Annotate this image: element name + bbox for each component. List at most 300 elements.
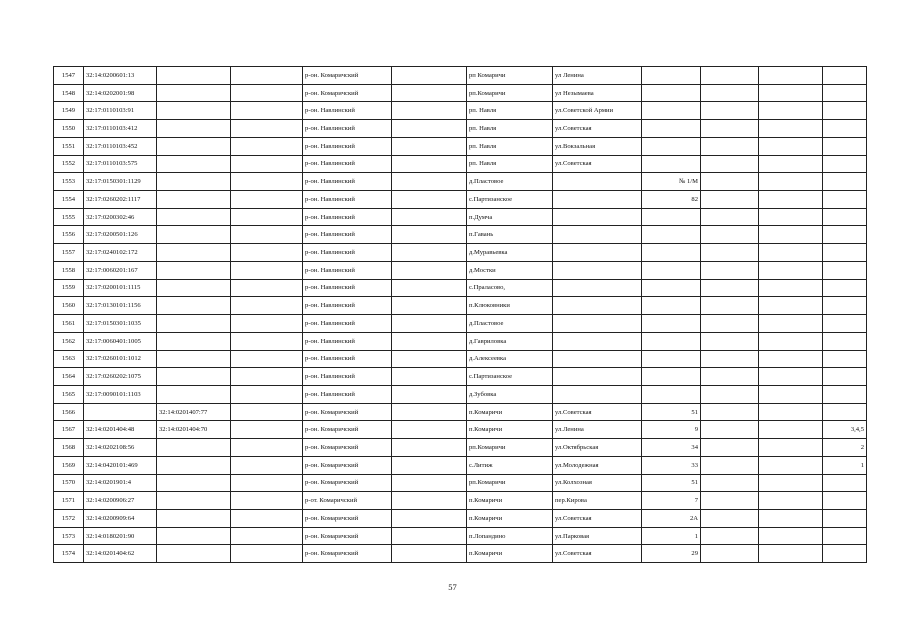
cell-col-11 (759, 297, 823, 315)
cell-col-6 (392, 244, 467, 262)
cell-number: 1564 (54, 368, 84, 386)
cell-locality: рп. Навля (467, 155, 553, 173)
cell-col-6 (392, 439, 467, 457)
cell-cadastral-number: 32:17:0200101:1115 (84, 279, 157, 297)
cell-locality: д.Мостки (467, 261, 553, 279)
cell-apartment (823, 368, 867, 386)
cell-col-6 (392, 492, 467, 510)
table-row (54, 368, 867, 386)
cell-apartment: 2 (823, 439, 867, 457)
cell-col-4 (231, 244, 303, 262)
cell-house (642, 315, 701, 333)
cell-cadastral-number-2: 32:14:0201404:70 (157, 421, 231, 439)
cell-col-6 (392, 191, 467, 209)
table-row (54, 120, 867, 138)
cell-district: р-он. Навлинский (303, 208, 392, 226)
cell-number: 1552 (54, 155, 84, 173)
table-row (54, 155, 867, 173)
cell-col-4 (231, 120, 303, 138)
cell-apartment (823, 315, 867, 333)
table-row (54, 509, 867, 527)
cell-district: р-он. Навлинский (303, 368, 392, 386)
cell-cadastral-number: 32:17:0110103:91 (84, 102, 157, 120)
cell-street: пер.Кирова (553, 492, 642, 510)
cell-cadastral-number: 32:17:0110103:412 (84, 120, 157, 138)
cell-col-6 (392, 297, 467, 315)
cell-house: 34 (642, 439, 701, 457)
cell-apartment (823, 84, 867, 102)
cell-locality: рп.Комаричи (467, 84, 553, 102)
table-row (54, 474, 867, 492)
cell-col-11 (759, 315, 823, 333)
cell-col-4 (231, 84, 303, 102)
cell-cadastral-number: 32:14:0180201:90 (84, 527, 157, 545)
cell-col-10 (701, 439, 759, 457)
cell-cadastral-number (84, 403, 157, 421)
cell-district: р-он. Навлинский (303, 102, 392, 120)
cell-house (642, 137, 701, 155)
table-row (54, 244, 867, 262)
cell-number: 1554 (54, 191, 84, 209)
cell-col-11 (759, 102, 823, 120)
cell-locality: рп. Навля (467, 102, 553, 120)
cell-col-6 (392, 456, 467, 474)
cell-col-6 (392, 545, 467, 563)
cell-apartment: 3,4,5 (823, 421, 867, 439)
cell-cadastral-number: 32:17:0110103:452 (84, 137, 157, 155)
cell-street (553, 279, 642, 297)
cell-number: 1566 (54, 403, 84, 421)
cell-cadastral-number: 32:14:0201404:48 (84, 421, 157, 439)
cell-district: р-он. Комаричский (303, 474, 392, 492)
cell-cadastral-number-2 (157, 350, 231, 368)
cell-street (553, 226, 642, 244)
cell-col-11 (759, 120, 823, 138)
cell-col-10 (701, 456, 759, 474)
table-row (54, 492, 867, 510)
cell-col-10 (701, 84, 759, 102)
cell-locality: п.Клюковники (467, 297, 553, 315)
cell-street: ул.Парковая (553, 527, 642, 545)
cell-locality: с.Литиж (467, 456, 553, 474)
cell-cadastral-number-2 (157, 155, 231, 173)
cell-col-10 (701, 385, 759, 403)
cell-col-11 (759, 279, 823, 297)
cell-number: 1553 (54, 173, 84, 191)
cell-col-11 (759, 84, 823, 102)
cell-cadastral-number: 32:17:0240102:172 (84, 244, 157, 262)
cell-col-10 (701, 474, 759, 492)
cell-locality: с.Праласово, (467, 279, 553, 297)
cell-district: р-он. Комаричский (303, 527, 392, 545)
cell-house (642, 332, 701, 350)
cell-number: 1572 (54, 509, 84, 527)
table-row (54, 421, 867, 439)
cell-cadastral-number: 32:17:0150301:1035 (84, 315, 157, 333)
cell-col-6 (392, 137, 467, 155)
cell-district: р-он. Навлинский (303, 385, 392, 403)
cell-number: 1560 (54, 297, 84, 315)
cell-col-10 (701, 120, 759, 138)
cell-district: р-от. Комаричский (303, 492, 392, 510)
cell-apartment (823, 403, 867, 421)
cell-col-4 (231, 191, 303, 209)
cell-number: 1548 (54, 84, 84, 102)
cell-col-6 (392, 261, 467, 279)
cell-col-4 (231, 403, 303, 421)
cell-col-4 (231, 474, 303, 492)
cell-district: р-он. Навлинский (303, 350, 392, 368)
cell-apartment (823, 226, 867, 244)
cell-number: 1558 (54, 261, 84, 279)
cell-house: 2А (642, 509, 701, 527)
cell-number: 1562 (54, 332, 84, 350)
cell-col-10 (701, 332, 759, 350)
cell-col-11 (759, 67, 823, 85)
cell-number: 1549 (54, 102, 84, 120)
cell-house (642, 350, 701, 368)
cell-cadastral-number: 32:14:0200906:27 (84, 492, 157, 510)
cell-col-4 (231, 368, 303, 386)
cell-street (553, 368, 642, 386)
cell-col-4 (231, 67, 303, 85)
cell-district: р-он. Комаричский (303, 403, 392, 421)
cell-cadastral-number: 32:17:0200501:126 (84, 226, 157, 244)
cell-col-4 (231, 261, 303, 279)
cell-district: р-он. Навлинский (303, 137, 392, 155)
cell-number: 1561 (54, 315, 84, 333)
cell-cadastral-number-2 (157, 509, 231, 527)
cell-col-10 (701, 261, 759, 279)
cell-house (642, 84, 701, 102)
cell-col-11 (759, 492, 823, 510)
cell-cadastral-number-2 (157, 244, 231, 262)
cell-apartment (823, 297, 867, 315)
cell-col-4 (231, 102, 303, 120)
cell-district: р-он. Комаричский (303, 67, 392, 85)
cell-cadastral-number-2 (157, 297, 231, 315)
cell-col-6 (392, 208, 467, 226)
cell-locality: д.Пластовое (467, 315, 553, 333)
table-row (54, 279, 867, 297)
cell-col-6 (392, 509, 467, 527)
cell-cadastral-number-2 (157, 315, 231, 333)
cell-district: р-он. Комаричский (303, 439, 392, 457)
cell-col-6 (392, 403, 467, 421)
cell-house (642, 102, 701, 120)
cell-house (642, 208, 701, 226)
cell-col-6 (392, 385, 467, 403)
cell-col-11 (759, 545, 823, 563)
cell-apartment (823, 492, 867, 510)
cell-col-4 (231, 137, 303, 155)
cell-col-10 (701, 244, 759, 262)
cell-number: 1567 (54, 421, 84, 439)
table-row (54, 527, 867, 545)
cell-number: 1556 (54, 226, 84, 244)
cell-house: 29 (642, 545, 701, 563)
cell-house (642, 226, 701, 244)
cell-col-10 (701, 545, 759, 563)
cell-house (642, 368, 701, 386)
cell-apartment (823, 350, 867, 368)
cell-street (553, 385, 642, 403)
cell-locality: рп Комаричи (467, 67, 553, 85)
cell-number: 1550 (54, 120, 84, 138)
cell-col-4 (231, 297, 303, 315)
cell-apartment (823, 208, 867, 226)
cell-apartment (823, 527, 867, 545)
cell-locality: с.Партизанское (467, 368, 553, 386)
cell-col-10 (701, 527, 759, 545)
cell-apartment (823, 545, 867, 563)
cell-col-6 (392, 527, 467, 545)
cell-house: 1 (642, 527, 701, 545)
cell-street: ул Ленина (553, 67, 642, 85)
cell-district: р-он. Навлинский (303, 279, 392, 297)
cell-street: ул.Октябрьская (553, 439, 642, 457)
cell-col-6 (392, 368, 467, 386)
cell-cadastral-number-2: 32:14:0201407:77 (157, 403, 231, 421)
cell-col-6 (392, 155, 467, 173)
cell-locality: п.Комаричи (467, 545, 553, 563)
cell-cadastral-number: 32:17:0260202:1117 (84, 191, 157, 209)
cell-district: р-он. Комаричский (303, 545, 392, 563)
cell-locality: п.Комаричи (467, 492, 553, 510)
cell-house (642, 155, 701, 173)
cell-number: 1571 (54, 492, 84, 510)
cell-locality: д.Гавриловка (467, 332, 553, 350)
cell-street (553, 208, 642, 226)
cell-number: 1574 (54, 545, 84, 563)
cell-street (553, 173, 642, 191)
cell-street: ул.Советской Армии (553, 102, 642, 120)
table-row (54, 102, 867, 120)
cell-street: ул.Советская (553, 155, 642, 173)
cell-cadastral-number: 32:14:0202108:56 (84, 439, 157, 457)
cell-street: ул.Вокзальная (553, 137, 642, 155)
cell-number: 1551 (54, 137, 84, 155)
cell-cadastral-number-2 (157, 102, 231, 120)
cell-cadastral-number: 32:14:0201404:62 (84, 545, 157, 563)
cell-apartment (823, 474, 867, 492)
cell-col-11 (759, 509, 823, 527)
cell-house: 82 (642, 191, 701, 209)
cell-cadastral-number-2 (157, 368, 231, 386)
table-row (54, 456, 867, 474)
cell-cadastral-number-2 (157, 474, 231, 492)
cell-apartment (823, 332, 867, 350)
cell-street (553, 332, 642, 350)
cell-col-6 (392, 350, 467, 368)
cell-col-11 (759, 155, 823, 173)
cell-district: р-он. Навлинский (303, 191, 392, 209)
cell-col-11 (759, 208, 823, 226)
cell-street: ул.Советская (553, 545, 642, 563)
cell-street (553, 297, 642, 315)
cell-cadastral-number-2 (157, 261, 231, 279)
cell-col-10 (701, 208, 759, 226)
cell-number: 1555 (54, 208, 84, 226)
cell-col-4 (231, 509, 303, 527)
cell-locality: рп.Комаричи (467, 474, 553, 492)
cell-number: 1573 (54, 527, 84, 545)
cell-col-11 (759, 439, 823, 457)
cell-locality: д.Зубовка (467, 385, 553, 403)
cell-col-6 (392, 332, 467, 350)
cell-col-10 (701, 155, 759, 173)
cell-locality: рп.Комаричи (467, 439, 553, 457)
cell-col-11 (759, 332, 823, 350)
cell-col-4 (231, 545, 303, 563)
cell-locality: рп. Навля (467, 120, 553, 138)
cell-house: 51 (642, 474, 701, 492)
table-row (54, 173, 867, 191)
cell-district: р-он. Навлинский (303, 155, 392, 173)
cell-col-10 (701, 67, 759, 85)
cell-col-10 (701, 403, 759, 421)
cell-locality: п.Лопандино (467, 527, 553, 545)
table-row (54, 350, 867, 368)
cell-cadastral-number: 32:17:0150301:1129 (84, 173, 157, 191)
cell-cadastral-number-2 (157, 545, 231, 563)
cell-cadastral-number-2 (157, 84, 231, 102)
table-row (54, 545, 867, 563)
cell-number: 1568 (54, 439, 84, 457)
cell-cadastral-number: 32:17:0060401:1005 (84, 332, 157, 350)
cell-col-11 (759, 385, 823, 403)
cell-locality: п.Думча (467, 208, 553, 226)
cell-locality: п.Комаричи (467, 421, 553, 439)
table-row (54, 84, 867, 102)
cell-house (642, 120, 701, 138)
cell-locality: д.Пластовое (467, 173, 553, 191)
cell-house: 9 (642, 421, 701, 439)
cell-apartment (823, 102, 867, 120)
cell-col-4 (231, 492, 303, 510)
cell-cadastral-number-2 (157, 67, 231, 85)
cell-cadastral-number-2 (157, 385, 231, 403)
table-row (54, 67, 867, 85)
cell-col-10 (701, 297, 759, 315)
table-row (54, 208, 867, 226)
cell-col-6 (392, 315, 467, 333)
cell-house: № 1/М (642, 173, 701, 191)
cell-locality: с.Партизанское (467, 191, 553, 209)
cell-cadastral-number-2 (157, 492, 231, 510)
cell-col-4 (231, 385, 303, 403)
cell-district: р-он. Комаричский (303, 509, 392, 527)
cell-district: р-он. Навлинский (303, 332, 392, 350)
cell-house (642, 67, 701, 85)
cell-col-11 (759, 368, 823, 386)
cell-apartment (823, 173, 867, 191)
cell-locality: рп. Навля (467, 137, 553, 155)
cell-cadastral-number-2 (157, 527, 231, 545)
cell-col-4 (231, 173, 303, 191)
cell-street (553, 191, 642, 209)
cell-col-6 (392, 67, 467, 85)
cell-apartment (823, 385, 867, 403)
cell-col-6 (392, 421, 467, 439)
table-body (54, 67, 867, 563)
table-row (54, 439, 867, 457)
cell-col-11 (759, 261, 823, 279)
cell-apartment: 1 (823, 456, 867, 474)
cell-cadastral-number-2 (157, 120, 231, 138)
cell-cadastral-number: 32:17:0260202:1075 (84, 368, 157, 386)
cell-house (642, 261, 701, 279)
table-row (54, 315, 867, 333)
cell-apartment (823, 279, 867, 297)
cell-col-4 (231, 208, 303, 226)
cell-apartment (823, 137, 867, 155)
registry-table (53, 66, 867, 563)
table-row (54, 261, 867, 279)
cell-col-10 (701, 102, 759, 120)
table-row (54, 137, 867, 155)
cell-cadastral-number-2 (157, 226, 231, 244)
cell-cadastral-number: 32:14:0202001:98 (84, 84, 157, 102)
cell-district: р-он. Навлинский (303, 173, 392, 191)
cell-col-10 (701, 492, 759, 510)
cell-cadastral-number-2 (157, 332, 231, 350)
cell-col-4 (231, 350, 303, 368)
cell-locality: п.Комаричи (467, 403, 553, 421)
cell-street (553, 350, 642, 368)
cell-district: р-он. Комаричский (303, 456, 392, 474)
cell-col-10 (701, 173, 759, 191)
cell-locality: п.Комаричи (467, 509, 553, 527)
cell-col-10 (701, 226, 759, 244)
cell-apartment (823, 244, 867, 262)
cell-street: ул.Колхозная (553, 474, 642, 492)
cell-cadastral-number: 32:14:0420101:469 (84, 456, 157, 474)
cell-col-10 (701, 368, 759, 386)
cell-col-10 (701, 137, 759, 155)
cell-street: ул.Советская (553, 120, 642, 138)
cell-number: 1547 (54, 67, 84, 85)
cell-number: 1563 (54, 350, 84, 368)
cell-col-10 (701, 421, 759, 439)
cell-locality: д.Алексеевка (467, 350, 553, 368)
cell-house: 7 (642, 492, 701, 510)
cell-col-6 (392, 226, 467, 244)
cell-cadastral-number: 32:17:0060201:167 (84, 261, 157, 279)
table-row (54, 332, 867, 350)
cell-apartment (823, 191, 867, 209)
cell-col-10 (701, 279, 759, 297)
cell-col-6 (392, 120, 467, 138)
cell-cadastral-number: 32:17:0260101:1012 (84, 350, 157, 368)
cell-number: 1569 (54, 456, 84, 474)
cell-street: ул Незымаева (553, 84, 642, 102)
cell-street: ул.Молодежная (553, 456, 642, 474)
cell-cadastral-number: 32:17:0110103:575 (84, 155, 157, 173)
cell-house (642, 385, 701, 403)
cell-col-6 (392, 84, 467, 102)
cell-number: 1570 (54, 474, 84, 492)
cell-col-4 (231, 226, 303, 244)
cell-house (642, 279, 701, 297)
cell-col-11 (759, 421, 823, 439)
cell-district: р-он. Комаричский (303, 84, 392, 102)
cell-apartment (823, 67, 867, 85)
cell-street (553, 244, 642, 262)
cell-district: р-он. Навлинский (303, 120, 392, 138)
cell-col-11 (759, 137, 823, 155)
cell-col-11 (759, 226, 823, 244)
